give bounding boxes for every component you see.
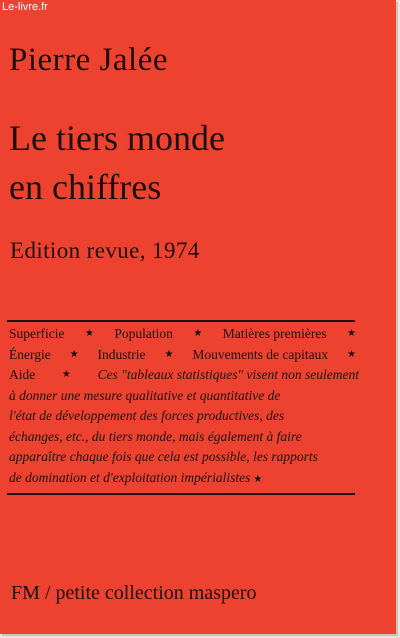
star-icon: ★ bbox=[193, 328, 203, 339]
blurb-line-1: Superficie ★ Population ★ Matières premières ★ bbox=[9, 324, 359, 345]
blurb-line-2: Énergie ★ Industrie ★ Mouvements de capitaux ★ bbox=[9, 345, 359, 366]
star-icon: ★ bbox=[164, 348, 174, 360]
top-rule bbox=[7, 320, 355, 322]
star-icon: ★ bbox=[253, 473, 263, 485]
blurb-line-3: Aide ★ Ces "tableaux statistiques" visent non seulement bbox=[9, 365, 359, 386]
blurb bbox=[9, 324, 359, 490]
star-icon: ★ bbox=[61, 369, 71, 380]
blurb-line-5: l'état de développement des forces productives, des bbox=[9, 408, 285, 423]
blurb-line-7: apparaître chaque fois que cela est possible, les rapports bbox=[9, 449, 318, 464]
blurb-line-8: de domination et d'exploitation impérialistes ★ bbox=[9, 468, 359, 491]
title-line-2: en chiffres bbox=[9, 167, 162, 207]
blurb-line-6: échanges, etc., du tiers monde, mais également à faire bbox=[9, 428, 302, 444]
star-icon: ★ bbox=[347, 348, 356, 360]
star-icon: ★ bbox=[347, 328, 356, 339]
edition-note: Edition revue, 1974 bbox=[10, 238, 200, 263]
watermark: Le-livre.fr bbox=[2, 1, 48, 13]
publisher-collection: FM / petite collection maspero bbox=[11, 582, 257, 604]
title-line-1: Le tiers monde bbox=[9, 118, 225, 158]
blurb-line-4: à donner une mesure qualitative et quantitative de bbox=[9, 387, 281, 403]
star-icon: ★ bbox=[84, 328, 94, 339]
author-name: Pierre Jalée bbox=[9, 42, 168, 78]
star-icon: ★ bbox=[69, 348, 79, 360]
book-title bbox=[9, 114, 225, 212]
bottom-rule bbox=[7, 493, 355, 495]
